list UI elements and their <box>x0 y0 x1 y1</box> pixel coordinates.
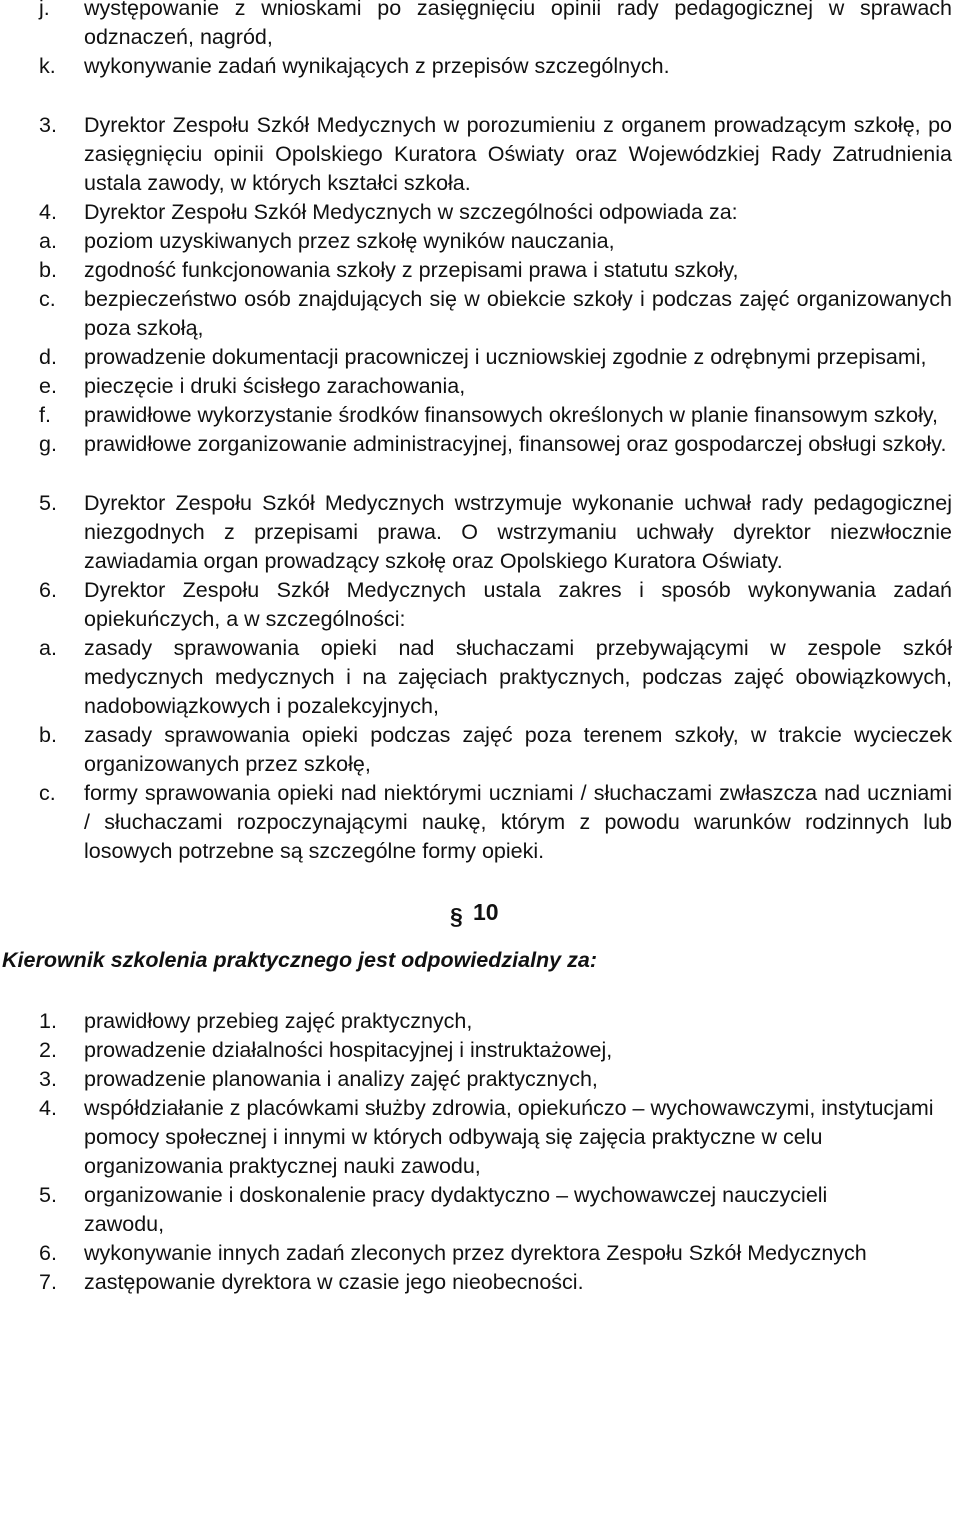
list-item <box>0 1181 960 1239</box>
list-marker: b. <box>39 258 57 282</box>
list-item-text: prowadzenie dokumentacji pracowniczej i uczniowskiej zgodnie z odrębnymi przepisami, <box>84 345 927 369</box>
list-marker: j. <box>39 0 50 20</box>
list-item <box>0 1036 960 1065</box>
spacer <box>0 459 960 489</box>
list-marker: d. <box>39 345 57 369</box>
section-heading: Kierownik szkolenia praktycznego jest odpowiedzialny za: <box>2 948 597 972</box>
point-text: Dyrektor Zespołu Szkół Medycznych wstrzymuje wykonanie uchwał rady pedagogicznej niezgodnych z przepisami prawa. O wstrzymaniu uchwały dyrektor niezwłocznie zawiadamia organ prowadzący szkołę oraz Opolskiego Kuratora Oświaty. <box>84 491 952 573</box>
list-marker: 6. <box>39 578 57 602</box>
numbered-point-6 <box>0 576 960 634</box>
list-item <box>0 721 960 779</box>
list-item <box>0 285 960 343</box>
list-marker: a. <box>39 636 57 660</box>
section-number <box>0 866 960 946</box>
section-sign: § <box>450 903 463 929</box>
list-item-text: wykonywanie innych zadań zleconych przez dyrektora Zespołu Szkół Medycznych <box>84 1241 867 1265</box>
list-item-text: współdziałanie z placówkami służby zdrowia, opiekuńczo – wychowawczymi, instytucjami pomocy społecznej i innymi w których odbywają się zajęcia praktyczne w celu organizowania praktycznej nauki zawodu, <box>84 1096 934 1178</box>
list-item-text: występowanie z wnioskami po zasięgnięciu opinii rady pedagogicznej w sprawach odznaczeń, nagród, <box>84 0 952 49</box>
list-marker: e. <box>39 374 57 398</box>
list-item-text: wykonywanie zadań wynikających z przepisów szczególnych. <box>84 54 670 78</box>
list-item <box>0 1094 960 1181</box>
list-item <box>0 343 960 372</box>
list-item <box>0 227 960 256</box>
list-item <box>0 634 960 721</box>
list-marker: 3. <box>39 1067 57 1091</box>
spacer <box>0 81 960 111</box>
list-item <box>0 1007 960 1036</box>
point-text: Dyrektor Zespołu Szkół Medycznych w porozumieniu z organem prowadzącym szkołę, po zasięgnięciu opinii Opolskiego Kuratora Oświaty oraz Wojewódzkiej Rady Zatrudnienia ustala zawody, w których kształci szkoła. <box>84 113 952 195</box>
list-item <box>0 52 960 81</box>
list-marker: 4. <box>39 1096 57 1120</box>
list-item-text: zgodność funkcjonowania szkoły z przepisami prawa i statutu szkoły, <box>84 258 739 282</box>
list-item <box>0 372 960 401</box>
list-marker: k. <box>39 54 56 78</box>
list-marker: c. <box>39 781 56 805</box>
list-item-text: prawidłowy przebieg zajęć praktycznych, <box>84 1009 473 1033</box>
list-item-text: prawidłowe wykorzystanie środków finansowych określonych w planie finansowym szkoły, <box>84 403 938 427</box>
list-item <box>0 401 960 430</box>
list-item-text: formy sprawowania opieki nad niektórymi uczniami / słuchaczami zwłaszcza nad uczniami / słuchaczami rozpoczynającymi naukę, którym z powodu warunków rodzinnych lub losowych potrzebne są szczególne formy opieki. <box>84 781 952 863</box>
list-marker: 6. <box>39 1241 57 1265</box>
list-marker: b. <box>39 723 57 747</box>
list-marker: 1. <box>39 1009 57 1033</box>
list-item <box>0 256 960 285</box>
spacer <box>0 977 960 1007</box>
list-item-text: prowadzenie planowania i analizy zajęć praktycznych, <box>84 1067 598 1091</box>
list-marker: 2. <box>39 1038 57 1062</box>
list-item-text: poziom uzyskiwanych przez szkołę wyników nauczania, <box>84 229 615 253</box>
list-item <box>0 1065 960 1094</box>
list-item-text: prawidłowe zorganizowanie administracyjnej, finansowej oraz gospodarczej obsługi szkoły. <box>84 432 947 456</box>
list-item-text: organizowanie i doskonalenie pracy dydaktyczno – wychowawczej nauczycieli zawodu, <box>84 1183 828 1236</box>
numbered-point-3 <box>0 111 960 198</box>
list-marker: f. <box>39 403 51 427</box>
list-item <box>0 1268 960 1297</box>
list-marker: 5. <box>39 491 57 515</box>
list-item <box>0 0 960 52</box>
list-marker: g. <box>39 432 57 456</box>
list-item-text: pieczęcie i druki ścisłego zarachowania, <box>84 374 466 398</box>
point-text: Dyrektor Zespołu Szkół Medycznych ustala zakres i sposób wykonywania zadań opiekuńczych, a w szczególności: <box>84 578 952 631</box>
list-marker: 7. <box>39 1270 57 1294</box>
list-marker: 5. <box>39 1183 57 1207</box>
list-marker: 3. <box>39 113 57 137</box>
list-marker: a. <box>39 229 57 253</box>
numbered-point-5 <box>0 489 960 576</box>
list-marker: c. <box>39 287 56 311</box>
list-item-text: bezpieczeństwo osób znajdujących się w obiekcie szkoły i podczas zajęć organizowanych poza szkołą, <box>84 287 952 340</box>
list-item <box>0 779 960 866</box>
list-marker: 4. <box>39 200 57 224</box>
numbered-point-4 <box>0 198 960 227</box>
list-item-text: zastępowanie dyrektora w czasie jego nieobecności. <box>84 1270 584 1294</box>
section-number-value: 10 <box>473 899 499 925</box>
list-item <box>0 1239 960 1268</box>
list-item-text: zasady sprawowania opieki podczas zajęć poza terenem szkoły, w trakcie wycieczek organizowanych przez szkołę, <box>84 723 952 776</box>
list-item-text: prowadzenie działalności hospitacyjnej i instruktażowej, <box>84 1038 613 1062</box>
list-item <box>0 430 960 459</box>
point-text: Dyrektor Zespołu Szkół Medycznych w szczególności odpowiada za: <box>84 200 738 224</box>
numbered-list <box>0 1007 960 1297</box>
list-item-text: zasady sprawowania opieki nad słuchaczami przebywającymi w zespole szkół medycznych medycznych i na zajęciach praktycznych, podczas zajęć obowiązkowych, nadobowiązkowych i pozalekcyjnych, <box>84 636 952 718</box>
